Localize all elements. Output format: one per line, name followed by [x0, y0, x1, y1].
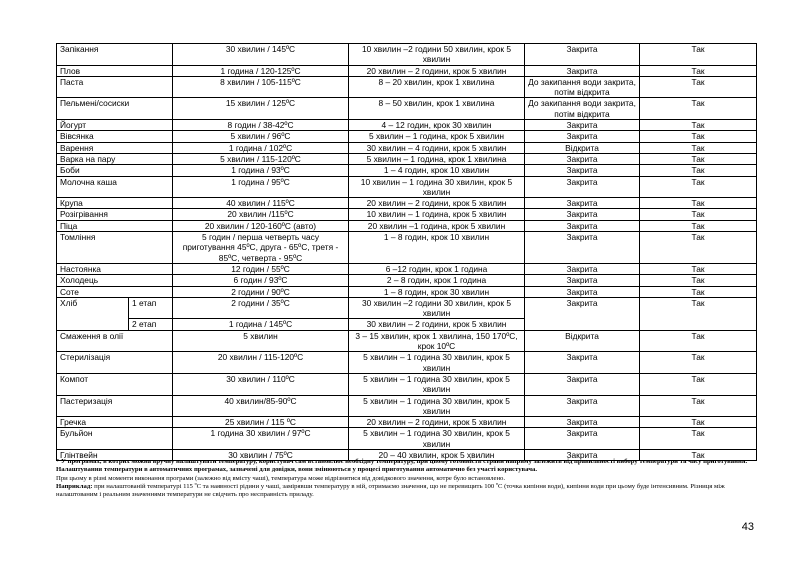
adjust-range: 10 хвилин – 1 година, крок 5 хвилин [349, 209, 525, 220]
table-row [57, 142, 757, 153]
preheat-flag: Так [640, 395, 757, 417]
stage-label: 2 етап [129, 319, 173, 330]
preheat-flag: Так [640, 209, 757, 220]
default-time-temp: 20 хвилин /115ºC [173, 209, 349, 220]
preheat-flag: Так [640, 417, 757, 428]
default-time-temp: 40 хвилин/85-90ºC [173, 395, 349, 417]
table-row [57, 76, 757, 98]
preheat-flag: Так [640, 198, 757, 209]
preheat-flag: Так [640, 352, 757, 374]
adjust-range: 20 хвилин – 2 години, крок 5 хвилин [349, 198, 525, 209]
adjust-range: 5 хвилин – 1 година 30 хвилин, крок 5 хвилин [349, 373, 525, 395]
adjust-range: 10 хвилин –2 години 50 хвилин, крок 5 хвилин [349, 44, 525, 66]
lid-state: Відкрита [525, 142, 640, 153]
program-name: Йогурт [57, 120, 173, 131]
lid-state: Закрита [525, 352, 640, 374]
footnotes [56, 458, 756, 499]
lid-state: Закрита [525, 275, 640, 286]
lid-state: Закрита [525, 176, 640, 198]
adjust-range: 5 хвилин – 1 година, крок 1 хвилина [349, 153, 525, 164]
table-row [57, 120, 757, 131]
preheat-flag: Так [640, 220, 757, 231]
preheat-flag: Так [640, 428, 757, 450]
footnote-auto: Налаштування температури в автоматичних програмах, зазначені для довідки, вони змінюються у процесі приготування автоматично без участі користувача. [56, 466, 538, 474]
preheat-flag: Так [640, 330, 757, 352]
table-row [57, 263, 757, 274]
program-name: Холодець [57, 275, 173, 286]
default-time-temp: 30 хвилин / 145ºC [173, 44, 349, 66]
preheat-flag: Так [640, 76, 757, 98]
default-time-temp: 8 годин / 38-42ºC [173, 120, 349, 131]
adjust-range: 8 – 50 хвилин, крок 1 хвилина [349, 98, 525, 120]
preheat-flag: Так [640, 120, 757, 131]
program-name: Стерилізація [57, 352, 173, 374]
lid-state: Закрита [525, 297, 640, 330]
table-row [57, 131, 757, 142]
table-row [57, 395, 757, 417]
lid-state: Закрита [525, 232, 640, 264]
adjust-range: 8 – 20 хвилин, крок 1 хвилина [349, 76, 525, 98]
lid-state: До закипання води закрита, потім відкрита [525, 98, 640, 120]
default-time-temp: 20 хвилин / 115-120ºC [173, 352, 349, 374]
table-row [57, 417, 757, 428]
lid-state: Закрита [525, 120, 640, 131]
default-time-temp: 1 година / 95ºC [173, 176, 349, 198]
stage-label: 1 етап [129, 297, 173, 319]
table-row [57, 352, 757, 374]
default-time-temp: 30 хвилин / 110ºC [173, 373, 349, 395]
lid-state: Закрита [525, 395, 640, 417]
example-text: при налаштованій температурі 115 ºС та наявності рідини у чаші, замірявши температуру в ній, отримаємо значення, що не перевищить 100 ºС (точка кипіння води), кипіння води при цьому буде інтенсивним. Різниця між налаштованим і реальним значеннями температури не свідчить про несправність приладу. [56, 482, 725, 499]
adjust-range: 1 – 8 годин, крок 30 хвилин [349, 286, 525, 297]
default-time-temp: 2 години / 90ºC [173, 286, 349, 297]
program-name: Смаження в олії [57, 330, 173, 352]
lid-state: Закрита [525, 153, 640, 164]
adjust-range: 5 хвилин – 1 година 30 хвилин, крок 5 хвилин [349, 428, 525, 450]
default-time-temp: 1 година / 93ºC [173, 165, 349, 176]
adjust-range: 1 – 8 годин, крок 10 хвилин [349, 232, 525, 264]
table-row [57, 232, 757, 264]
table-row [57, 286, 757, 297]
default-time-temp: 2 години / 35ºC [173, 297, 349, 319]
adjust-range: 20 хвилин – 2 години, крок 5 хвилин [349, 417, 525, 428]
table-row [57, 330, 757, 352]
program-name: Боби [57, 165, 173, 176]
default-time-temp: 25 хвилин / 115 ºC [173, 417, 349, 428]
adjust-range: 3 – 15 хвилин, крок 1 хвилина, 150 170ºC, крок 10ºC [349, 330, 525, 352]
footnote-line: При цьому в різні моменти виконання програми (залежно від вмісту чаші), температура може відрізнятися від довідкового значення, котре було встановлено. [56, 474, 506, 482]
lid-state: Закрита [525, 44, 640, 66]
program-name: Пельмені/сосиски [57, 98, 173, 120]
lid-state: До закипання води закрита, потім відкрита [525, 76, 640, 98]
adjust-range: 30 хвилин –2 години 30 хвилин, крок 5 хвилин [349, 297, 525, 319]
preheat-flag: Так [640, 286, 757, 297]
lid-state: Закрита [525, 209, 640, 220]
lid-state: Закрита [525, 263, 640, 274]
preheat-flag: Так [640, 65, 757, 76]
program-name: Варення [57, 142, 173, 153]
table-row [57, 209, 757, 220]
table-row [57, 44, 757, 66]
table-row [57, 153, 757, 164]
default-time-temp: 6 годин / 93ºC [173, 275, 349, 286]
preheat-flag: Так [640, 449, 757, 460]
table-row [57, 428, 757, 450]
program-name: Крупа [57, 198, 173, 209]
lid-state: Закрита [525, 428, 640, 450]
table-row [57, 220, 757, 231]
default-time-temp: 40 хвилин / 115ºC [173, 198, 349, 209]
program-name: Хліб [57, 297, 129, 330]
adjust-range: 30 хвилин – 2 години, крок 5 хвилин [349, 319, 525, 330]
lid-state: Закрита [525, 373, 640, 395]
adjust-range: 20 хвилин – 2 години, крок 5 хвилин [349, 65, 525, 76]
program-name: Варка на пару [57, 153, 173, 164]
default-time-temp: 12 годин / 55ºC [173, 263, 349, 274]
table-row [57, 275, 757, 286]
lid-state: Закрита [525, 417, 640, 428]
default-time-temp: 1 година / 102ºC [173, 142, 349, 153]
default-time-temp: 8 хвилин / 105-115ºC [173, 76, 349, 98]
preheat-flag: Так [640, 142, 757, 153]
adjust-range: 20 хвилин –1 година, крок 5 хвилин [349, 220, 525, 231]
preheat-flag: Так [640, 98, 757, 120]
table-row [57, 65, 757, 76]
footnote-star: * У програмах, в котрих можна вручну налаштувати температуру, користувач сам встановлює необхідну температуру, при цьому готовність страви напряму залежить від правильності вибору температури та часу приготування. [56, 458, 748, 465]
adjust-range: 20 – 40 хвилин, крок 5 хвилин [349, 449, 525, 460]
lid-state: Закрита [525, 449, 640, 460]
example-label: Наприклад: [56, 482, 93, 490]
footnote-example [56, 483, 756, 500]
preheat-flag: Так [640, 44, 757, 66]
adjust-range: 30 хвилин – 4 години, крок 5 хвилин [349, 142, 525, 153]
default-time-temp: 5 хвилин / 96ºC [173, 131, 349, 142]
default-time-temp: 1 година / 145ºC [173, 319, 349, 330]
program-name: Настоянка [57, 263, 173, 274]
preheat-flag: Так [640, 275, 757, 286]
page-number: 43 [741, 521, 754, 533]
program-name: Запікання [57, 44, 173, 66]
adjust-range: 5 хвилин – 1 година 30 хвилин, крок 5 хвилин [349, 352, 525, 374]
adjust-range: 2 – 8 годин, крок 1 година [349, 275, 525, 286]
program-name: Гречка [57, 417, 173, 428]
preheat-flag: Так [640, 165, 757, 176]
program-name: Пастеризація [57, 395, 173, 417]
lid-state: Закрита [525, 165, 640, 176]
preheat-flag: Так [640, 232, 757, 264]
program-name: Глінтвейн [57, 449, 173, 460]
preheat-flag: Так [640, 176, 757, 198]
table-row [57, 198, 757, 209]
lid-state: Закрита [525, 65, 640, 76]
program-name: Вівсянка [57, 131, 173, 142]
table-row [57, 98, 757, 120]
program-name: Молочна каша [57, 176, 173, 198]
default-time-temp: 5 хвилин [173, 330, 349, 352]
default-time-temp: 5 годин / перша четверть часу приготування 45ºC, друга - 65ºC, третя - 85ºC, четверта - 95ºC [173, 232, 349, 264]
adjust-range: 5 хвилин – 1 година 30 хвилин, крок 5 хвилин [349, 395, 525, 417]
adjust-range: 6 –12 годин, крок 1 година [349, 263, 525, 274]
preheat-flag: Так [640, 373, 757, 395]
adjust-range: 4 – 12 годин, крок 30 хвилин [349, 120, 525, 131]
adjust-range: 10 хвилин – 1 година 30 хвилин, крок 5 хвилин [349, 176, 525, 198]
lid-state: Закрита [525, 131, 640, 142]
program-name: Плов [57, 65, 173, 76]
default-time-temp: 20 хвилин / 120-160ºC (авто) [173, 220, 349, 231]
preheat-flag: Так [640, 131, 757, 142]
program-name: Піца [57, 220, 173, 231]
table-row [57, 165, 757, 176]
default-time-temp: 30 хвилин / 75ºC [173, 449, 349, 460]
lid-state: Закрита [525, 198, 640, 209]
table-row [57, 297, 757, 319]
program-name: Паста [57, 76, 173, 98]
program-name: Соте [57, 286, 173, 297]
default-time-temp: 1 година / 120-125ºC [173, 65, 349, 76]
table-row [57, 176, 757, 198]
preheat-flag: Так [640, 297, 757, 330]
default-time-temp: 15 хвилин / 125ºC [173, 98, 349, 120]
program-name: Компот [57, 373, 173, 395]
default-time-temp: 1 година 30 хвилин / 97ºC [173, 428, 349, 450]
lid-state: Закрита [525, 286, 640, 297]
programs-table [56, 43, 757, 461]
table-row [57, 373, 757, 395]
program-name: Томління [57, 232, 173, 264]
program-name: Розігрівання [57, 209, 173, 220]
program-name: Бульйон [57, 428, 173, 450]
preheat-flag: Так [640, 263, 757, 274]
default-time-temp: 5 хвилин / 115-120ºC [173, 153, 349, 164]
lid-state: Закрита [525, 220, 640, 231]
adjust-range: 5 хвилин – 1 година, крок 5 хвилин [349, 131, 525, 142]
lid-state: Відкрита [525, 330, 640, 352]
adjust-range: 1 – 4 годин, крок 10 хвилин [349, 165, 525, 176]
preheat-flag: Так [640, 153, 757, 164]
